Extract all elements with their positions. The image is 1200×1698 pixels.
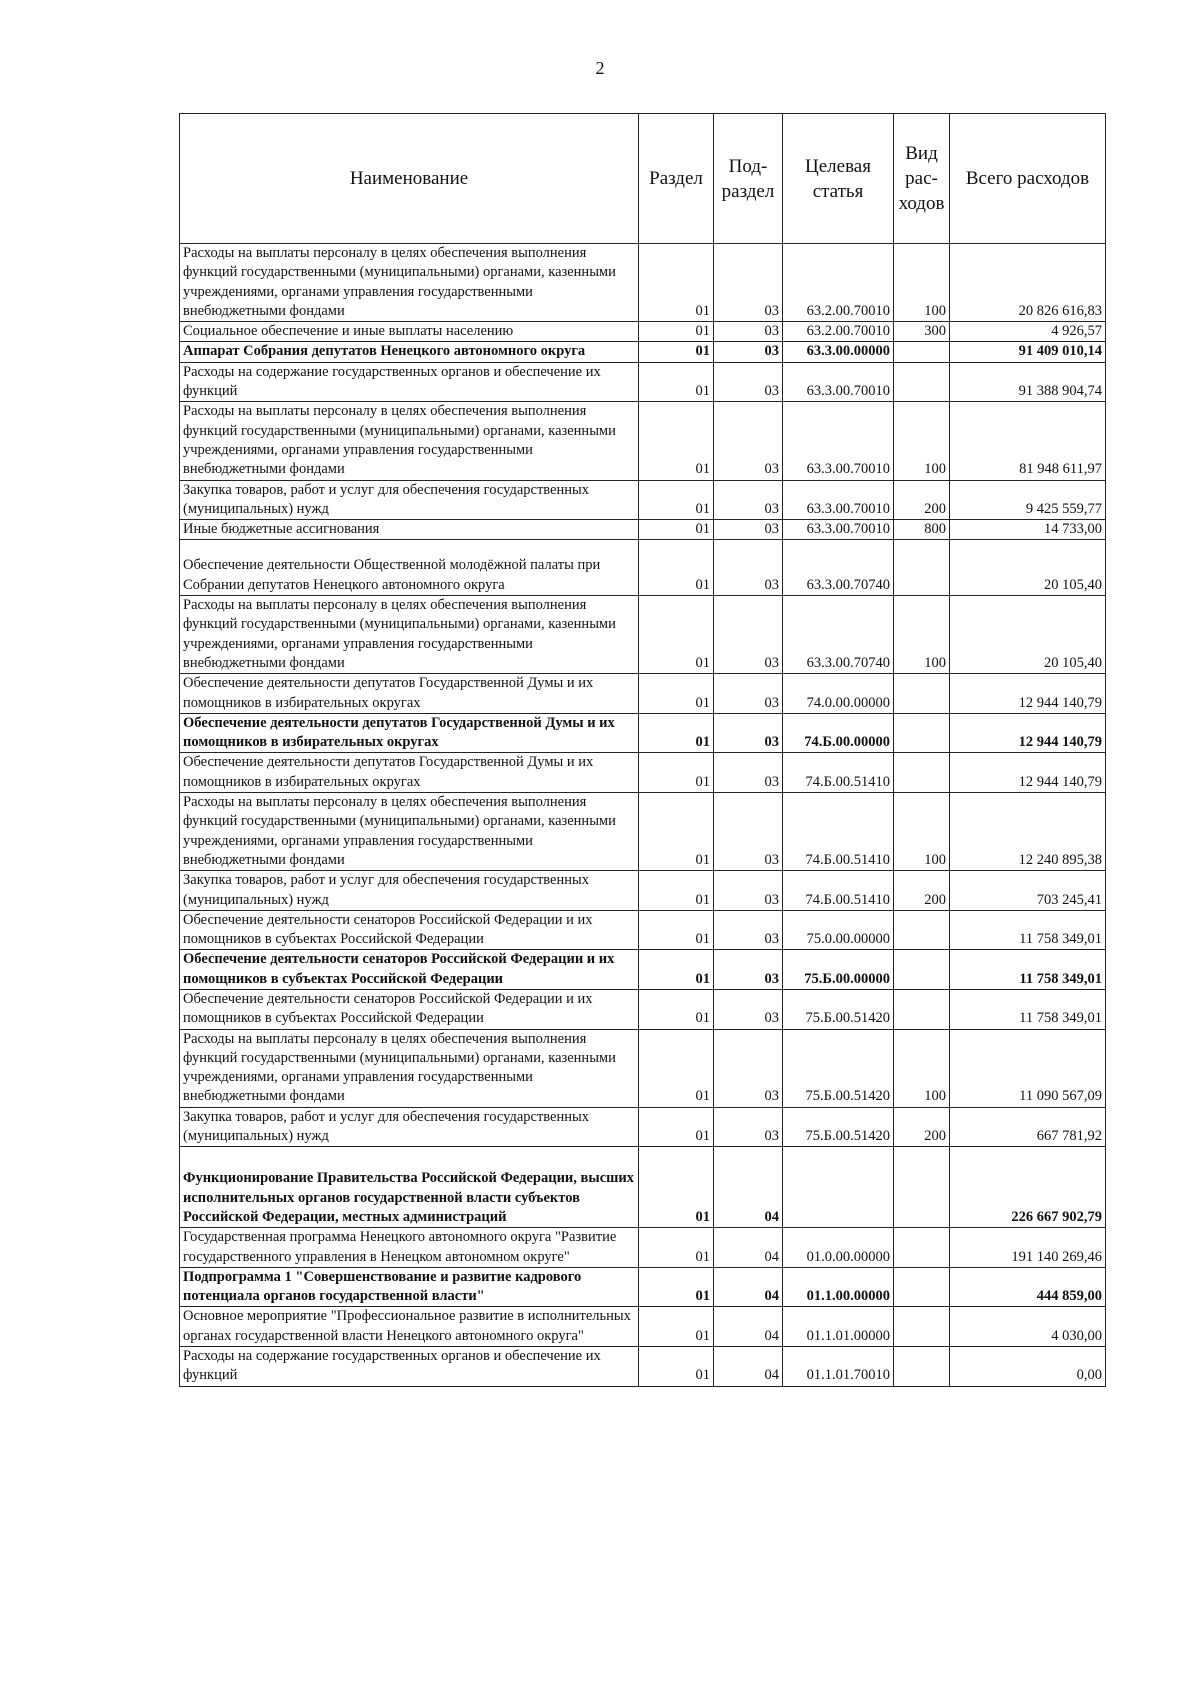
row-section-cell: 01 [639, 1169, 714, 1227]
row-section-cell: 01 [639, 342, 714, 362]
table-row [180, 871, 1106, 911]
row-subsection-cell: 03 [714, 244, 783, 322]
header-name: Наименование [180, 114, 639, 244]
header-section: Раздел [639, 114, 714, 244]
table-row [180, 950, 1106, 990]
row-total-cell: 12 944 140,79 [950, 674, 1106, 714]
row-name-cell: Расходы на выплаты персоналу в целях обеспечения выполнения функций государственными (муниципальными) органами, казенными учреждениями, органами управления государственными внебюджетными фондами [180, 402, 639, 480]
table-row [180, 1169, 1106, 1227]
row-section-cell: 01 [639, 480, 714, 520]
gap-cell [639, 1147, 714, 1170]
row-name-cell: Закупка товаров, работ и услуг для обеспечения государственных (муниципальных) нужд [180, 871, 639, 911]
row-section-cell: 01 [639, 1347, 714, 1387]
row-article-cell: 01.1.01.70010 [783, 1347, 894, 1387]
row-section-cell: 01 [639, 1107, 714, 1147]
row-subsection-cell: 03 [714, 1029, 783, 1107]
row-section-cell: 01 [639, 793, 714, 871]
table-row [180, 362, 1106, 402]
row-type-cell [894, 342, 950, 362]
row-article-cell: 75.Б.00.51420 [783, 1029, 894, 1107]
row-total-cell: 226 667 902,79 [950, 1169, 1106, 1227]
table-row [180, 753, 1106, 793]
row-article-cell: 74.0.00.00000 [783, 674, 894, 714]
table-row [180, 480, 1106, 520]
row-total-cell: 11 758 349,01 [950, 910, 1106, 950]
row-name-cell: Закупка товаров, работ и услуг для обеспечения государственных (муниципальных) нужд [180, 1107, 639, 1147]
row-type-cell: 200 [894, 871, 950, 911]
header-total: Всего расходов [950, 114, 1106, 244]
row-section-cell: 01 [639, 322, 714, 342]
row-section-cell: 01 [639, 950, 714, 990]
row-name-cell: Расходы на выплаты персоналу в целях обеспечения выполнения функций государственными (муниципальными) органами, казенными учреждениями, органами управления государственными внебюджетными фондами [180, 596, 639, 674]
row-type-cell: 800 [894, 520, 950, 540]
row-name-cell: Функционирование Правительства Российской Федерации, высших исполнительных органов государственной власти субъектов Российской Федерации, местных администраций [180, 1169, 639, 1227]
row-subsection-cell: 03 [714, 342, 783, 362]
row-article-cell: 63.2.00.70010 [783, 244, 894, 322]
table-row [180, 713, 1106, 753]
table-row [180, 674, 1106, 714]
row-type-cell: 100 [894, 793, 950, 871]
row-total-cell: 667 781,92 [950, 1107, 1106, 1147]
row-subsection-cell: 04 [714, 1228, 783, 1268]
row-name-cell: Обеспечение деятельности сенаторов Российской Федерации и их помощников в субъектах Российской Федерации [180, 910, 639, 950]
row-total-cell: 9 425 559,77 [950, 480, 1106, 520]
row-article-cell: 63.3.00.00000 [783, 342, 894, 362]
row-name-cell: Обеспечение деятельности депутатов Государственной Думы и их помощников в избирательных округах [180, 713, 639, 753]
row-total-cell: 444 859,00 [950, 1267, 1106, 1307]
table-gap-row [180, 1147, 1106, 1170]
row-type-cell [894, 1169, 950, 1227]
row-article-cell [783, 1169, 894, 1227]
row-article-cell: 63.2.00.70010 [783, 322, 894, 342]
row-total-cell: 4 030,00 [950, 1307, 1106, 1347]
row-article-cell: 75.Б.00.51420 [783, 989, 894, 1029]
row-name-cell: Расходы на содержание государственных органов и обеспечение их функций [180, 362, 639, 402]
row-total-cell: 703 245,41 [950, 871, 1106, 911]
row-article-cell: 74.Б.00.51410 [783, 753, 894, 793]
row-total-cell: 91 388 904,74 [950, 362, 1106, 402]
row-subsection-cell: 03 [714, 713, 783, 753]
row-type-cell [894, 362, 950, 402]
header-subsection: Под-раздел [714, 114, 783, 244]
gap-cell [894, 1147, 950, 1170]
table-row [180, 596, 1106, 674]
row-type-cell [894, 1267, 950, 1307]
row-type-cell: 200 [894, 480, 950, 520]
row-section-cell: 01 [639, 362, 714, 402]
row-total-cell: 81 948 611,97 [950, 402, 1106, 480]
header-expense-type: Вид рас-ходов [894, 114, 950, 244]
row-article-cell: 74.Б.00.00000 [783, 713, 894, 753]
row-name-cell: Обеспечение деятельности сенаторов Российской Федерации и их помощников в субъектах Российской Федерации [180, 950, 639, 990]
row-total-cell: 20 826 616,83 [950, 244, 1106, 322]
table-header-row [180, 114, 1106, 244]
row-name-cell: Расходы на выплаты персоналу в целях обеспечения выполнения функций государственными (муниципальными) органами, казенными учреждениями, органами управления государственными внебюджетными фондами [180, 244, 639, 322]
row-total-cell: 14 733,00 [950, 520, 1106, 540]
row-name-cell: Расходы на содержание государственных органов и обеспечение их функций [180, 1347, 639, 1387]
gap-cell [180, 1147, 639, 1170]
row-article-cell: 74.Б.00.51410 [783, 793, 894, 871]
table-row [180, 1267, 1106, 1307]
table-row [180, 244, 1106, 322]
row-total-cell: 12 240 895,38 [950, 793, 1106, 871]
row-subsection-cell: 03 [714, 480, 783, 520]
row-subsection-cell: 04 [714, 1267, 783, 1307]
row-subsection-cell: 04 [714, 1347, 783, 1387]
row-name-cell: Социальное обеспечение и иные выплаты населению [180, 322, 639, 342]
row-name-cell: Иные бюджетные ассигнования [180, 520, 639, 540]
row-section-cell: 01 [639, 244, 714, 322]
row-section-cell: 01 [639, 402, 714, 480]
budget-table [179, 113, 1106, 1387]
row-subsection-cell: 03 [714, 910, 783, 950]
row-subsection-cell: 03 [714, 793, 783, 871]
row-subsection-cell: 03 [714, 322, 783, 342]
row-total-cell: 20 105,40 [950, 556, 1106, 595]
row-section-cell: 01 [639, 1307, 714, 1347]
row-type-cell: 100 [894, 1029, 950, 1107]
row-article-cell: 63.3.00.70010 [783, 402, 894, 480]
gap-cell [894, 540, 950, 557]
row-name-cell: Основное мероприятие "Профессиональное развитие в исполнительных органах государственной власти Ненецкого автономного округа" [180, 1307, 639, 1347]
row-article-cell: 63.3.00.70740 [783, 556, 894, 595]
row-article-cell: 75.0.00.00000 [783, 910, 894, 950]
row-type-cell: 100 [894, 402, 950, 480]
gap-cell [180, 540, 639, 557]
table-row [180, 1307, 1106, 1347]
row-total-cell: 20 105,40 [950, 596, 1106, 674]
row-section-cell: 01 [639, 753, 714, 793]
row-section-cell: 01 [639, 1228, 714, 1268]
row-section-cell: 01 [639, 871, 714, 911]
row-name-cell: Обеспечение деятельности сенаторов Российской Федерации и их помощников в субъектах Российской Федерации [180, 989, 639, 1029]
row-type-cell: 200 [894, 1107, 950, 1147]
gap-cell [950, 540, 1106, 557]
row-subsection-cell: 03 [714, 950, 783, 990]
row-article-cell: 01.0.00.00000 [783, 1228, 894, 1268]
row-type-cell [894, 713, 950, 753]
row-article-cell: 01.1.00.00000 [783, 1267, 894, 1307]
row-name-cell: Подпрограмма 1 "Совершенствование и развитие кадрового потенциала органов государственной власти" [180, 1267, 639, 1307]
row-article-cell: 63.3.00.70010 [783, 480, 894, 520]
row-type-cell [894, 556, 950, 595]
table-row [180, 520, 1106, 540]
gap-cell [714, 1147, 783, 1170]
header-target-article: Целевая статья [783, 114, 894, 244]
gap-cell [950, 1147, 1106, 1170]
row-section-cell: 01 [639, 910, 714, 950]
row-type-cell [894, 910, 950, 950]
gap-cell [639, 540, 714, 557]
row-section-cell: 01 [639, 989, 714, 1029]
row-section-cell: 01 [639, 556, 714, 595]
row-name-cell: Расходы на выплаты персоналу в целях обеспечения выполнения функций государственными (муниципальными) органами, казенными учреждениями, органами управления государственными внебюджетными фондами [180, 793, 639, 871]
row-total-cell: 191 140 269,46 [950, 1228, 1106, 1268]
row-article-cell: 75.Б.00.51420 [783, 1107, 894, 1147]
table-row [180, 1228, 1106, 1268]
row-article-cell: 63.3.00.70010 [783, 362, 894, 402]
row-article-cell: 74.Б.00.51410 [783, 871, 894, 911]
row-section-cell: 01 [639, 713, 714, 753]
row-type-cell [894, 1307, 950, 1347]
table-row [180, 402, 1106, 480]
gap-cell [783, 540, 894, 557]
row-section-cell: 01 [639, 596, 714, 674]
row-total-cell: 11 758 349,01 [950, 989, 1106, 1029]
table-row [180, 793, 1106, 871]
table-row [180, 556, 1106, 595]
row-subsection-cell: 03 [714, 753, 783, 793]
row-subsection-cell: 03 [714, 362, 783, 402]
row-type-cell [894, 1228, 950, 1268]
row-name-cell: Обеспечение деятельности Общественной молодёжной палаты при Собрании депутатов Ненецкого автономного округа [180, 556, 639, 595]
gap-cell [714, 540, 783, 557]
row-subsection-cell: 03 [714, 402, 783, 480]
row-total-cell: 12 944 140,79 [950, 753, 1106, 793]
row-article-cell: 01.1.01.00000 [783, 1307, 894, 1347]
row-subsection-cell: 03 [714, 989, 783, 1029]
row-subsection-cell: 04 [714, 1169, 783, 1227]
row-article-cell: 75.Б.00.00000 [783, 950, 894, 990]
table-row [180, 1029, 1106, 1107]
table-row [180, 342, 1106, 362]
row-section-cell: 01 [639, 520, 714, 540]
row-type-cell: 100 [894, 244, 950, 322]
row-name-cell: Обеспечение деятельности депутатов Государственной Думы и их помощников в избирательных округах [180, 753, 639, 793]
row-name-cell: Аппарат Собрания депутатов Ненецкого автономного округа [180, 342, 639, 362]
row-type-cell [894, 1347, 950, 1387]
row-section-cell: 01 [639, 1029, 714, 1107]
row-subsection-cell: 03 [714, 556, 783, 595]
row-name-cell: Государственная программа Ненецкого автономного округа "Развитие государственного управления в Ненецком автономном округе" [180, 1228, 639, 1268]
page-number: 2 [595, 58, 605, 78]
gap-cell [783, 1147, 894, 1170]
row-type-cell [894, 674, 950, 714]
row-article-cell: 63.3.00.70010 [783, 520, 894, 540]
row-subsection-cell: 03 [714, 520, 783, 540]
row-total-cell: 0,00 [950, 1347, 1106, 1387]
table-row [180, 989, 1106, 1029]
row-section-cell: 01 [639, 1267, 714, 1307]
row-name-cell: Обеспечение деятельности депутатов Государственной Думы и их помощников в избирательных округах [180, 674, 639, 714]
row-subsection-cell: 03 [714, 1107, 783, 1147]
row-type-cell [894, 753, 950, 793]
row-subsection-cell: 03 [714, 596, 783, 674]
table-row [180, 1107, 1106, 1147]
row-total-cell: 12 944 140,79 [950, 713, 1106, 753]
row-subsection-cell: 03 [714, 871, 783, 911]
row-subsection-cell: 04 [714, 1307, 783, 1347]
row-type-cell: 300 [894, 322, 950, 342]
table-row [180, 910, 1106, 950]
table-gap-row [180, 540, 1106, 557]
row-type-cell: 100 [894, 596, 950, 674]
row-article-cell: 63.3.00.70740 [783, 596, 894, 674]
row-total-cell: 11 758 349,01 [950, 950, 1106, 990]
row-section-cell: 01 [639, 674, 714, 714]
table-row [180, 322, 1106, 342]
row-total-cell: 91 409 010,14 [950, 342, 1106, 362]
row-subsection-cell: 03 [714, 674, 783, 714]
row-name-cell: Закупка товаров, работ и услуг для обеспечения государственных (муниципальных) нужд [180, 480, 639, 520]
row-type-cell [894, 950, 950, 990]
row-type-cell [894, 989, 950, 1029]
row-name-cell: Расходы на выплаты персоналу в целях обеспечения выполнения функций государственными (муниципальными) органами, казенными учреждениями, органами управления государственными внебюджетными фондами [180, 1029, 639, 1107]
table-row [180, 1347, 1106, 1387]
row-total-cell: 11 090 567,09 [950, 1029, 1106, 1107]
row-total-cell: 4 926,57 [950, 322, 1106, 342]
